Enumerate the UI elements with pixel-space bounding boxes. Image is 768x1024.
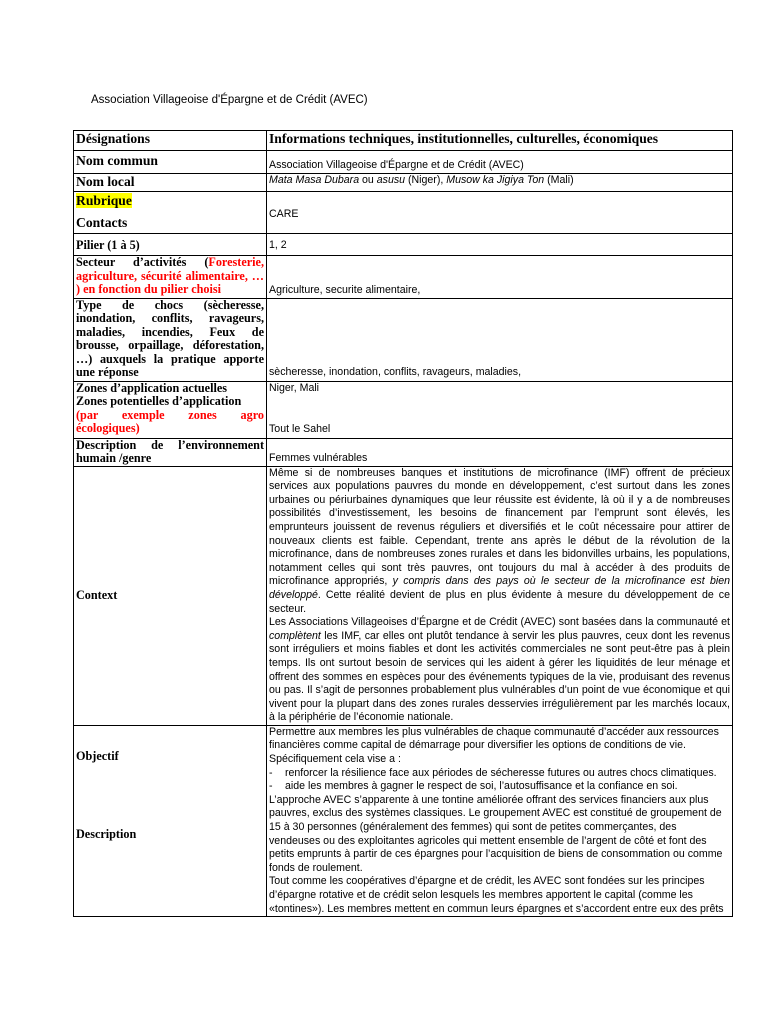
document-header: Association Villageoise d'Épargne et de Crédit (AVEC) xyxy=(91,94,368,106)
objectif-bullet-2-text: aide les membres à gagner le respect de soi, l’autosuffisance et la confiance en soi. xyxy=(285,780,678,793)
objectif-bullet-1-text: renforcer la résilience face aux périodes de sécheresse futures ou autres chocs climatiques. xyxy=(285,766,717,779)
nom-local-sep-2: (Niger), xyxy=(405,174,447,186)
label-contacts: Contacts xyxy=(76,215,128,230)
label-secteur xyxy=(74,256,267,299)
context-paragraph-1 xyxy=(269,467,730,617)
zones-values xyxy=(267,381,733,438)
label-secteur-a: Secteur d’activités ( xyxy=(76,255,209,269)
objectif-paragraph-1: Permettre aux membres les plus vulnérables de chaque communauté d’accéder aux ressources financières comme capital de démarrage pour diversifier les options de conditions de vie. xyxy=(269,725,719,752)
context-p2-end: les IMF, car elles ont plutôt tendance à servir les plus pauvres, ceux dont les revenus sont irréguliers et moins fiables et dont les activités commerciales ne sont peut-être pas à plein temps. Ils ont surtout besoin de services qui les aident à gérer les liquidités de leur ménage et offrent des sommes en espèces pour des événements typiques de la vie, produisant des revenus ou pas. Il s’agit de personnes probablement plus vulnérables d’un point de vue économique et qui vivent pour la plupart dans des zones rurales desservies irrégulièrement par les marchés locaux, à la périphérie de l’économie nationale. xyxy=(269,629,730,724)
nom-local-sep-1: ou xyxy=(359,174,377,186)
info-table xyxy=(73,130,733,917)
context-p1-italic: y compris dans des pays où le secteur de la microfinance est bien développé xyxy=(269,575,730,601)
value-objectif-description xyxy=(267,725,733,916)
context-p2-italic: complètent xyxy=(269,629,321,642)
value-zones-actuelles: Niger, Mali xyxy=(269,381,320,394)
row-environnement xyxy=(74,438,733,466)
zones-labels xyxy=(74,381,267,438)
value-secteur: Agriculture, securite alimentaire, xyxy=(267,256,733,299)
description-paragraph-1: L’approche AVEC s’apparente à une tontine améliorée offrant des services financiers aux plus pauvres, exclus des systèmes classiques. Le groupement AVEC est constitué de groupement de 15 à 30 personnes (généralement des femmes) qui sont de petites commerçantes, des vendeuses ou des exploitantes agricoles qui mettent ensemble de l’argent de côté et font des petits emprunts à partir de ces épargnes pour l’acquisition de biens de consommation ou comme fonds de roulement. xyxy=(269,793,723,874)
label-zones-exemple: (par exemple zones agro écologiques) xyxy=(76,407,264,436)
row-objectif-description xyxy=(74,725,733,916)
objectif-paragraph-2: Spécifiquement cela vise a : xyxy=(269,753,401,766)
row-nom-local xyxy=(74,174,733,192)
rubrique-contacts-labels xyxy=(74,192,267,234)
context-p1-text: Même si de nombreuses banques et institutions de microfinance (IMF) offrent de précieux services aux populations pauvres du monde en développement, c’est surtout dans les zones urbaines ou périurbaines dynamiques que leur réussite est évidente, là où il y a de nombreuses possibilités d’investissement, les besoins de financement par l’emprunt sont élevés, les emprunteurs jouissent de revenus réguliers et diversifiés et le coût nécessaire pour attirer de nouveaux clients est faible. Cependant, trente ans après le début de la révolution de la microfinance, dans de nombreuses zones rurales et dans les bidonvilles urbains, les populations, notamment celles qui sont très pauvres, ont toujours du mal à accéder à des produits de microfinance appropriés, xyxy=(269,466,730,588)
row-context xyxy=(74,466,733,725)
value-environnement: Femmes vulnérables xyxy=(267,438,733,466)
label-nom-local: Nom local xyxy=(74,174,267,192)
row-rubrique-contacts xyxy=(74,192,733,234)
objectif-description-labels xyxy=(74,725,267,916)
label-rubrique: Rubrique xyxy=(76,193,132,208)
table-header-row xyxy=(74,131,733,151)
row-zones xyxy=(74,381,733,438)
label-zones-potentielles: Zones potentielles d’application xyxy=(76,394,242,409)
row-secteur xyxy=(74,256,733,299)
row-pilier xyxy=(74,234,733,256)
value-context xyxy=(267,466,733,725)
label-objectif: Objectif xyxy=(76,748,119,763)
label-nom-commun: Nom commun xyxy=(74,151,267,174)
value-nom-commun: Association Villageoise d'Épargne et de Crédit (AVEC) xyxy=(267,151,733,174)
row-nom-commun xyxy=(74,151,733,174)
value-chocs: sècheresse, inondation, conflits, ravageurs, maladies, xyxy=(267,298,733,381)
value-nom-local xyxy=(267,174,733,192)
description-paragraph-2: Tout comme les coopératives d’épargne et de crédit, les AVEC sont fondées sur les principes d’épargne rotative et de crédit selon lesquels les membres apportent le capital (comme les «tontines»). Les membres mettent en commun leurs épargnes et s’accordent entre eux des prêts xyxy=(269,875,724,915)
label-environnement: Description de l’environnement humain /genre xyxy=(74,438,267,466)
nom-local-sep-3: (Mali) xyxy=(544,174,574,186)
row-chocs xyxy=(74,298,733,381)
label-description: Description xyxy=(76,826,137,841)
label-chocs: Type de chocs (sècheresse, inondation, conflits, ravageurs, maladies, incendies, Feux de brousse, orpaillage, déforestation, …) auxquels la pratique apporte une réponse xyxy=(74,298,267,381)
context-p1-end: . Cette réalité devient de plus en plus évidente à mesure du développement de ce secteur. xyxy=(269,588,730,615)
objectif-bullet-1 xyxy=(269,767,730,781)
col-header-informations: Informations techniques, institutionnelles, culturelles, économiques xyxy=(267,131,733,151)
value-pilier: 1, 2 xyxy=(267,234,733,256)
col-header-designations: Désignations xyxy=(74,131,267,151)
label-zones-actuelles: Zones d’application actuelles xyxy=(76,380,227,395)
value-zones-potentielles: Tout le Sahel xyxy=(269,423,331,435)
label-secteur-b: Foresterie, agriculture, sécurité alimentaire, … ) en fonction du pilier choisi xyxy=(76,255,264,296)
label-pilier: Pilier (1 à 5) xyxy=(74,234,267,256)
bullet-dash-2: - xyxy=(269,780,273,793)
context-p2-text: Les Associations Villageoises d’Épargne et de Crédit (AVEC) sont basées dans la communauté et xyxy=(269,616,730,629)
label-context: Context xyxy=(74,466,267,725)
objectif-bullet-2 xyxy=(269,780,730,794)
context-paragraph-2 xyxy=(269,616,730,725)
value-contacts: CARE xyxy=(267,192,733,234)
nom-local-niger-2: asusu xyxy=(376,174,406,186)
nom-local-mali: Musow ka Jigiya Ton xyxy=(446,174,545,186)
nom-local-niger-1: Mata Masa Dubara xyxy=(269,174,360,186)
bullet-dash-1: - xyxy=(269,766,273,779)
